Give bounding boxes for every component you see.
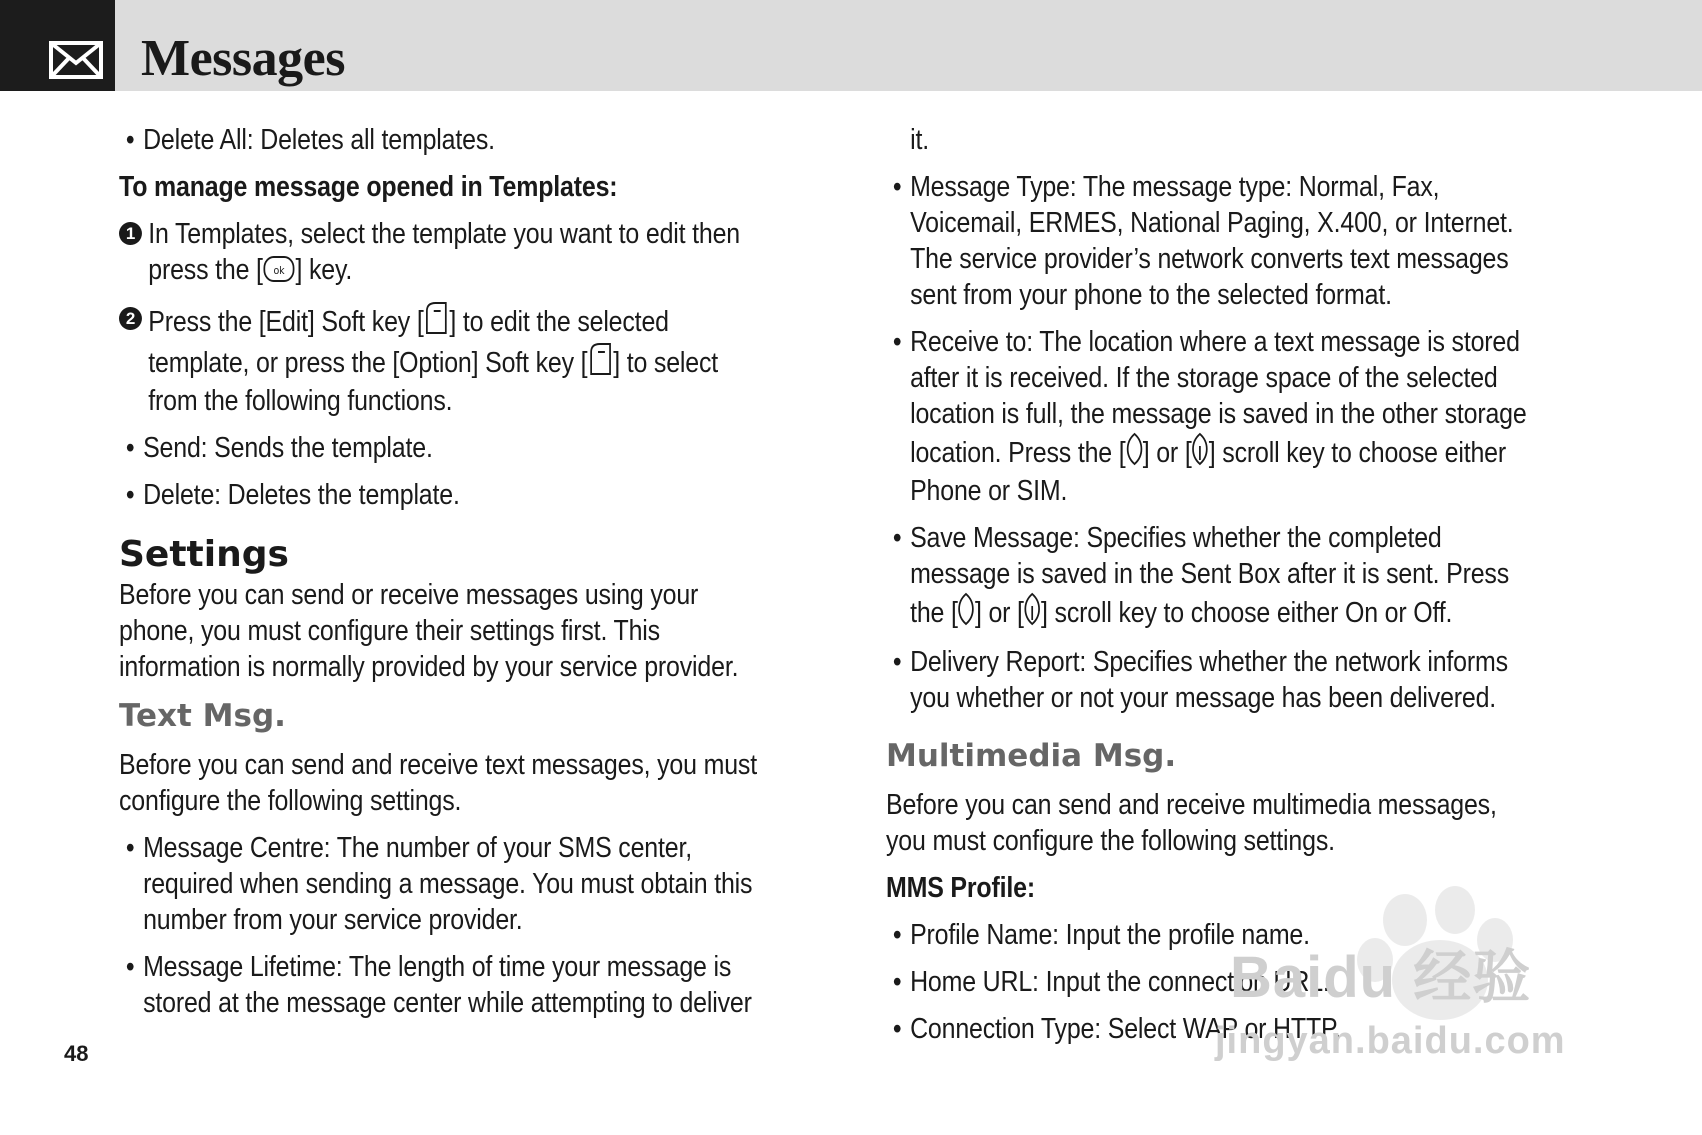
left-column — [119, 122, 819, 1021]
page-number: 48 — [64, 1041, 89, 1066]
bullet-message-lifetime: • Message Lifetime: The length of time your message is stored at the message center while attempting to deliver — [125, 951, 752, 1019]
bullet-message-centre: • Message Centre: The number of your SMS center, required when sending a message. You must obtain this number from your service provider. — [125, 832, 753, 936]
manage-heading: To manage message opened in Templates: — [119, 171, 618, 203]
watermark-url: jingyan.baidu.com — [1215, 1020, 1566, 1062]
bullet-save-message: • Save Message: Specifies whether the completed message is saved in the Sent Box after it is sent. Press the [ ] or [ ] scroll key to choose either On or Off. — [886, 520, 1628, 633]
soft-key-icon — [424, 301, 450, 342]
scroll-up-key-icon — [958, 592, 975, 633]
soft-key-icon — [587, 342, 613, 383]
bullet-connection-type: • Connection Type: Select WAP or HTTP. — [892, 1013, 1342, 1045]
bullet-message-type: • Message Type: The message type: Normal, Fax, Voicemail, ERMES, National Paging, X.400, or Internet. The service provider’s network converts text messages sent from your phone to the selected format. — [892, 171, 1514, 311]
settings-body: Before you can send or receive messages using your phone, you must configure their settings first. This information is normally provided by your service provider. — [119, 579, 739, 683]
page-title: Messages — [141, 30, 345, 87]
bullet-delivery-report: • Delivery Report: Specifies whether the network informs you whether or not your message has been delivered. — [892, 646, 1508, 714]
textmsg-heading: Text Msg. — [119, 698, 286, 734]
page-header — [0, 0, 1702, 91]
step-number: 1 — [119, 222, 142, 245]
mms-body: Before you can send and receive multimedia messages, you must configure the following settings. — [886, 789, 1497, 857]
mms-heading: Multimedia Msg. — [886, 738, 1177, 774]
scroll-down-key-icon — [1024, 592, 1041, 633]
mms-profile-heading: MMS Profile: — [886, 872, 1035, 904]
scroll-down-key-icon — [1192, 432, 1209, 473]
svg-text:ok: ok — [273, 264, 285, 278]
bullet-send: • Send: Sends the template. — [125, 432, 433, 464]
watermark-text: Baidu 经验 — [1230, 945, 1532, 1010]
settings-heading: Settings — [119, 534, 289, 575]
lifetime-continuation: it. — [910, 124, 929, 156]
scroll-up-key-icon — [1126, 432, 1143, 473]
step-number: 2 — [119, 307, 142, 330]
step-2: 2 Press the [Edit] Soft key [ ] to edit the selected template, or press the [Option] Soft key [ ] to select from the following functions. — [119, 301, 847, 419]
envelope-icon — [49, 41, 103, 79]
bullet-home-url: • Home URL: Input the connection URL. — [892, 966, 1330, 998]
bullet-delete: • Delete: Deletes the template. — [125, 479, 460, 511]
textmsg-body: Before you can send and receive text messages, you must configure the following settings. — [119, 749, 757, 817]
ok-key-icon — [263, 255, 296, 290]
bullet-profile-name: • Profile Name: Input the profile name. — [892, 919, 1310, 951]
bullet-delete-all: • Delete All: Deletes all templates. — [125, 124, 495, 156]
step-1: 1 In Templates, select the template you want to edit then press the [ ok ] key. — [119, 216, 847, 290]
bullet-receive-to: • Receive to: The location where a text message is stored after it is received. If the storage space of the selected location is full, the message is saved in the other storage location. Press the [ ] or [ ] scroll key to choose either Phone or SIM. — [892, 326, 1527, 507]
header-icon-box — [0, 0, 115, 91]
